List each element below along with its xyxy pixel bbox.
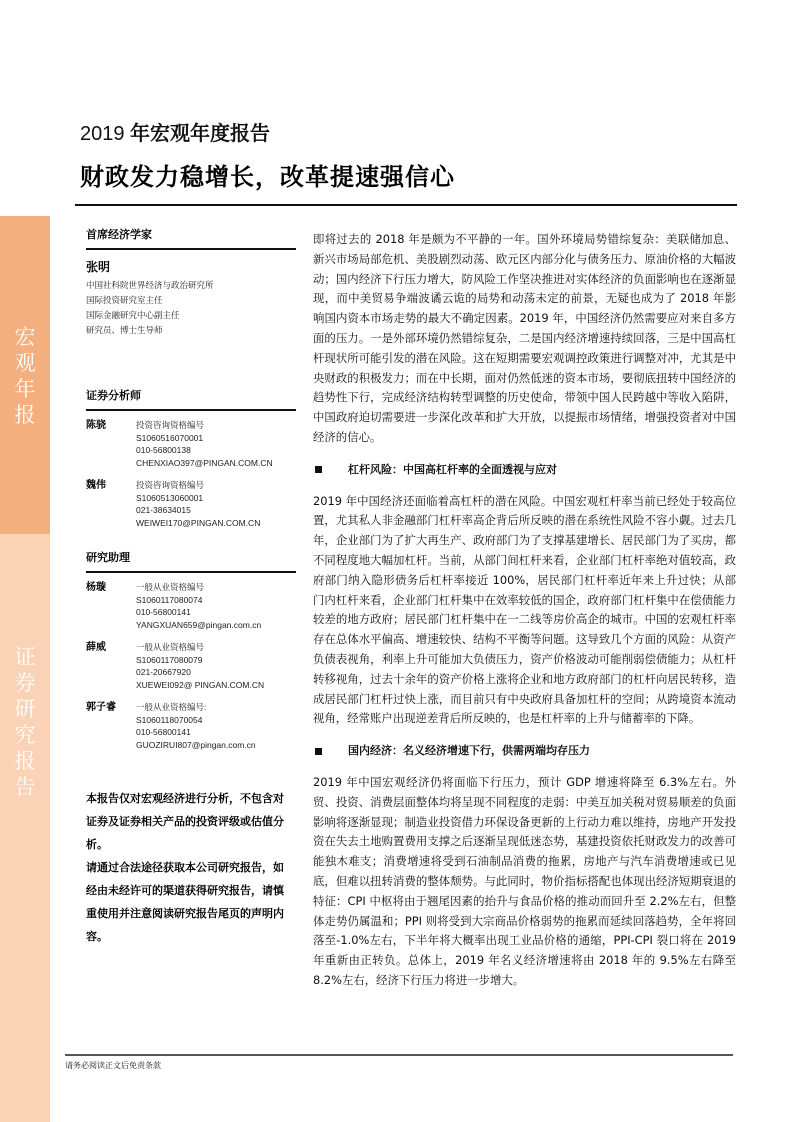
analyst-name: 魏伟 <box>86 480 106 491</box>
phone: 010-56800141 <box>136 727 191 737</box>
chief-economist-name: 张明 <box>86 260 111 274</box>
email-link[interactable]: GUOZIRUI807@pingan.com.cn <box>136 739 256 750</box>
analyst-entry <box>86 479 296 529</box>
chief-economist-heading: 首席经济学家 <box>86 226 296 250</box>
assistant-name: 郭子睿 <box>86 702 116 713</box>
analysts-heading: 证券分析师 <box>86 387 296 411</box>
report-type: 2019 年宏观年度报告 <box>80 123 271 145</box>
email-link[interactable]: WEIWEI170@PINGAN.COM.CN <box>136 517 261 528</box>
sidebar-band-research-report <box>0 534 50 1122</box>
section-paragraph-leverage: 2019 年中国经济还面临着高杠杆的潜在风险。中国宏观杠杆率当前已经处于较高位置，尤其私人非金融部门杠杆率高企背后所反映的潜在系统性风险不容小觑。过去几年，企业部门为了扩大再生产、政府部门为了支撑基建增长、居民部门为了买房，都不同程度地大幅加杠杆。当前，从部门间杠杆来看，企业部门杠杆率绝对值较高，政府部门纳入隐形债务后杠杆率接近 100%，居民部门杠杆率近年来上升过快；从部门内杠杆来看，企业部门杠杆集中在效率较低的国企，政府部门杠杆集中在偿债能力较差的地方政府；居民部门杠杆集中在一二线等房价高企的城市。中国的宏观杠杆率存在总体水平偏高、增速较快、结构不平衡等问题。这导致几个方面的风险：从资产负债表视角，利率上升可能加大负债压力，资产价格波动可能削弱偿债能力；从杠杆转移视角，过去十余年的资产价格上涨将企业和地方政府部门的杠杆向居民转移，造成居民部门杠杆过快上涨，而目前只有中央政府具备加杠杆的空间；从跨境资本流动视角，经常账户出现逆差背后所反映的，也是杠杆率的上升与储蓄率的下降。 <box>313 493 736 726</box>
email-link[interactable]: XUEWEI092@ PINGAN.COM.CN <box>136 679 265 690</box>
chief-title: 研究员、博士生导师 <box>86 326 163 336</box>
cert-label: 投资咨询资格编号 <box>136 480 205 490</box>
email-link[interactable]: CHENXIAO397@PINGAN.COM.CN <box>136 457 273 468</box>
cert-label: 一般从业资格编号 <box>136 582 205 592</box>
analyst-entry <box>86 419 296 469</box>
section-paragraph-domestic-economy: 2019 年中国宏观经济仍将面临下行压力，预计 GDP 增速将降至 6.3%左右。外贸、投资、消费层面整体均将呈现不同程度的走弱：中美互加关税对贸易顺差的负面影响将逐渐显现；制造业投资借力环保设备更新的上行动力难以维持，房地产开发投资在失去土地购置费用支撑之后逐渐呈现低迷态势，基建投资依托财政发力的改善可能独木难支；消费增速将受到石油制品消费的拖累，房地产与汽车消费增速或已见底，但难以扭转消费的整体颓势。与此同时，物价指标搭配也体现出经济短期衰退的特征：CPI 中枢将由于翘尾因素的抬升与食品价格的推动而回升至 2.2%左右，但整体走势仍属温和；PPI 则将受到大宗商品价格弱势的拖累而延续回落趋势，全年将回落至-1.0%左右，下半年将大概率出现工业品价格的通缩，PPI-CPI 裂口将在 2019 年重新由正转负。总体上，2019 年名义经济增速将由 2018 年的 9.5%左右降至 8.2%左右，经济下行压力将进一步增大。 <box>313 774 736 987</box>
cert-number: S1060117080079 <box>136 654 203 665</box>
phone: 010-56800141 <box>136 607 191 617</box>
assistant-name: 薛威 <box>86 642 106 653</box>
phone: 021-20667920 <box>136 667 191 677</box>
footer-disclaimer-note: 请务必阅读正文后免责条款 <box>65 1061 161 1070</box>
sidebar-band-annual-report <box>0 216 50 534</box>
assistant-entry <box>86 581 296 631</box>
section-heading-leverage: 杠杆风险：中国高杠杆率的全面透视与应对 <box>313 460 736 480</box>
cert-label: 一般从业资格编号 <box>136 642 205 652</box>
email-link[interactable]: YANGXUAN659@pingan.com.cn <box>136 619 262 630</box>
report-title: 财政发力稳增长，改革提速强信心 <box>80 163 455 191</box>
cert-number: S1060516070001 <box>136 432 204 443</box>
cert-number: S1060117080074 <box>136 594 203 605</box>
disclaimer-usage: 请通过合法途径获取本公司研究报告，如经由未经许可的渠道获得研究报告，请慎重使用并注意阅读研究报告尾页的声明内容。 <box>86 861 284 943</box>
chief-title: 中国社科院世界经济与政治研究所 <box>86 281 214 291</box>
phone: 021-38634015 <box>136 505 191 515</box>
square-bullet-icon <box>315 466 322 473</box>
analyst-name: 陈骁 <box>86 420 106 431</box>
footer-divider <box>65 1054 733 1056</box>
sidebar-label-annual-report: 宏 观 年 报 <box>14 325 36 427</box>
cert-label: 投资咨询资格编号 <box>136 420 205 430</box>
cert-label: 一般从业资格编号: <box>136 702 207 712</box>
disclaimer <box>86 787 291 948</box>
author-column <box>86 226 296 948</box>
main-body <box>313 230 736 1003</box>
disclaimer-scope: 本报告仅对宏观经济进行分析，不包含对证券及证券相关产品的投资评级或估值分析。 <box>86 792 284 851</box>
header-divider <box>75 204 737 206</box>
assistants-heading: 研究助理 <box>86 549 296 573</box>
sidebar-label-research-report: 证 券 研 究 报 告 <box>14 645 36 799</box>
phone: 010-56800138 <box>136 445 191 455</box>
assistant-entry <box>86 701 296 751</box>
chief-title: 国际金融研究中心副主任 <box>86 311 180 321</box>
cert-number: S1060118070054 <box>136 714 203 725</box>
cert-number: S1060513060001 <box>136 492 204 503</box>
intro-paragraph: 即将过去的 2018 年是颇为不平静的一年。国外环境局势错综复杂：美联储加息、新兴市场局部危机、美股剧烈动荡、欧元区内部分化与债务压力、原油价格的大幅波动；国内经济下行压力增大，防风险工作坚决推进对实体经济的负面影响也在逐渐显现，而中美贸易争端波谲云诡的局势和动荡未定的前景，无疑也成为了 2018 年影响国内资本市场走势的最大不确定因素。2019 年，中国经济仍然需要应对来自多方面的压力。一是外部环境仍然错综复杂，二是国内经济增速持续回落，三是中国高杠杆现状所可能引发的潜在风险。这在短期需要宏观调控政策进行调整对冲，尤其是中央财政的积极发力；而在中长期，面对仍然低迷的资本市场，要彻底扭转中国经济的趋势性下行，完成经济结构转型调整的历史使命，带领中国人民跨越中等收入陷阱，中国政府迫切需要进一步深化改革和扩大开放，以提振市场情绪，增强投资者对中国经济的信心。 <box>313 232 736 444</box>
chief-title: 国际投资研究室主任 <box>86 296 163 306</box>
assistant-name: 杨璇 <box>86 582 106 593</box>
assistant-entry <box>86 641 296 691</box>
square-bullet-icon <box>315 748 322 755</box>
section-heading-domestic-economy: 国内经济：名义经济增速下行，供需两端均存压力 <box>313 741 736 761</box>
